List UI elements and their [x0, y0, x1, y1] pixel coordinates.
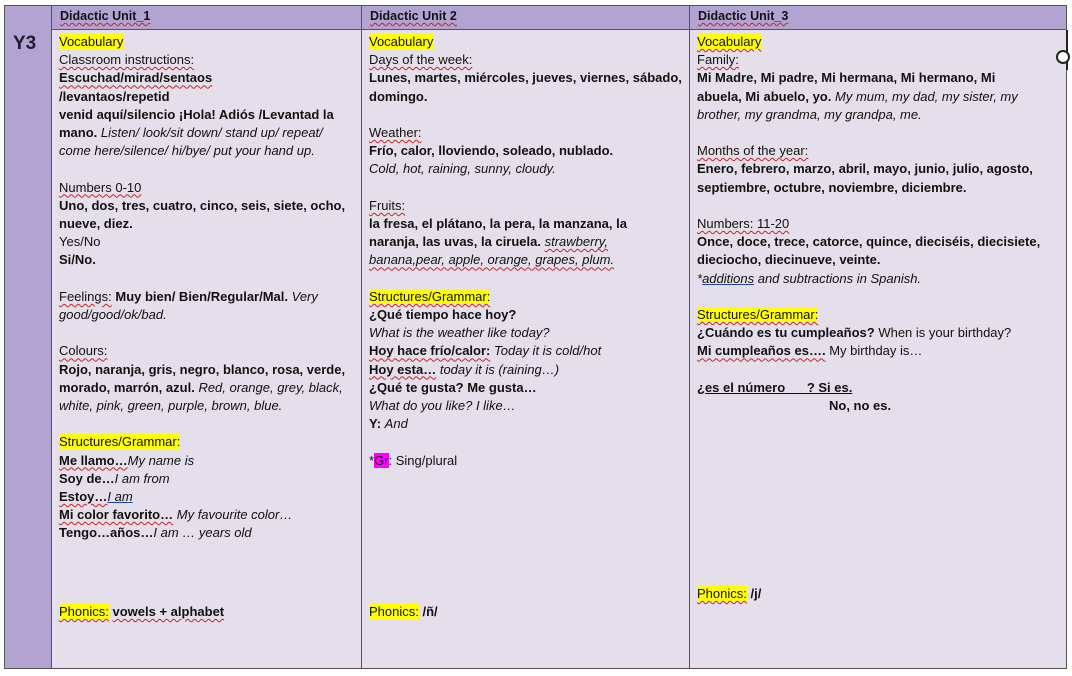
phonics-label: Phonics: [697, 586, 747, 601]
header-unit-3: Didactic Unit_3 [690, 6, 1066, 30]
days-label: Days of the week: [369, 52, 473, 68]
structures-heading: Structures/Grammar: [59, 434, 181, 450]
phonics-label: Phonics: [369, 604, 419, 619]
header-unit-1: Didactic Unit_1 [52, 6, 362, 30]
classroom-label: Classroom instructions: [59, 52, 195, 68]
grammar-tag: Gr [374, 452, 389, 468]
structures-heading: Structures/Grammar: [369, 288, 491, 304]
colours-label: Colours: [59, 343, 108, 359]
unit-2-cell: Vocabulary Days of the week: Lunes, martes, miércoles, jueves, viernes, sábado, domingo. Weather: Frío, calor, lloviendo, soleado, nublado. Cold, hot, raining, sunny, cloudy. Fruits: la fresa, el plátano, la pera, la manzana, la naranja, las uvas, la ciruela. strawberry, banana,pear, apple, orange, grapes, plum. Structures/Grammar: ¿Qué tiempo hace hoy? What is the weather like today? Hoy hace frío/calor: Today it is cold/hot Hoy esta… today it is (raining…) ¿Qué te gusta? Me gusta… What do you like? I like… Y: And *Gr: Sing/plural Phonics: /ñ/ [369, 34, 682, 619]
unit-1-cell: Vocabulary Classroom instructions: Escuchad/mirad/sentaos /levantaos/repetid venid aquí/silencio ¡Hola! Adiós /Levantad la mano. Listen/ look/sit down/ stand up/ repeat/ come here/silence/ hi/bye/ put your hand up. Numbers 0-10 Uno, dos, tres, cuatro, cinco, seis, siete, ocho, nueve, diez. Yes/No Si/No. Feelings: Muy bien/ Bien/Regular/Mal. Very good/good/ok/bad. Colours: Rojo, naranja, gris, negro, blanco, rosa, verde, morado, marrón, azul. Red, orange, grey, black, white, pink, green, purple, brown, blue. Structures/Grammar: Me llamo…My name is Soy de…I am from Estoy…I am Mi color favorito… My favourite color… Tengo…años…I am … years old Phonics: vowels + alphabet [59, 34, 346, 619]
months-label: Months of the year: [697, 143, 809, 159]
numbers-label: Numbers: 11-20 [697, 216, 790, 231]
unit-3-cell: Vocabulary Family: Mi Madre, Mi padre, Mi hermana, Mi hermano, Mi abuela, Mi abuelo, yo. My mum, my dad, my sister, my brother, my grandma, my grandpa, me. Months of the year: Enero, febrero, marzo, abril, mayo, junio, julio, agosto, septiembre, octubre, noviembre, diciembre. Numbers: 11-20 Once, doce, trece, catorce, quince, dieciséis, diecisiete, dieciocho, diecinueve, veinte. *additions and subtractions in Spanish. Structures/Grammar: ¿Cuándo es tu cumpleaños? When is your birthday? Mi cumpleaños es…. My birthday is… ¿es el número___? Si es. No, no es. Phonics: /j/ [697, 34, 1041, 601]
vocabulary-heading: Vocabulary [369, 34, 434, 49]
family-label: Family: [697, 52, 739, 68]
weather-label: Weather: [369, 125, 422, 140]
feelings-label: Feelings: [59, 288, 112, 304]
vocabulary-heading: Vocabulary [697, 34, 762, 49]
fruits-label: Fruits: [369, 197, 406, 213]
vocabulary-heading: Vocabulary [59, 34, 124, 49]
header-unit-2: Didactic Unit 2 [362, 6, 690, 30]
numbers-label: Numbers 0-10 [59, 179, 142, 195]
phonics-label: Phonics: [59, 604, 109, 619]
resize-handle-icon[interactable] [1056, 50, 1070, 64]
structures-heading: Structures/Grammar: [697, 307, 819, 322]
year-label: Y3 [13, 33, 37, 54]
curriculum-table [4, 5, 1067, 669]
year-column [5, 6, 52, 668]
